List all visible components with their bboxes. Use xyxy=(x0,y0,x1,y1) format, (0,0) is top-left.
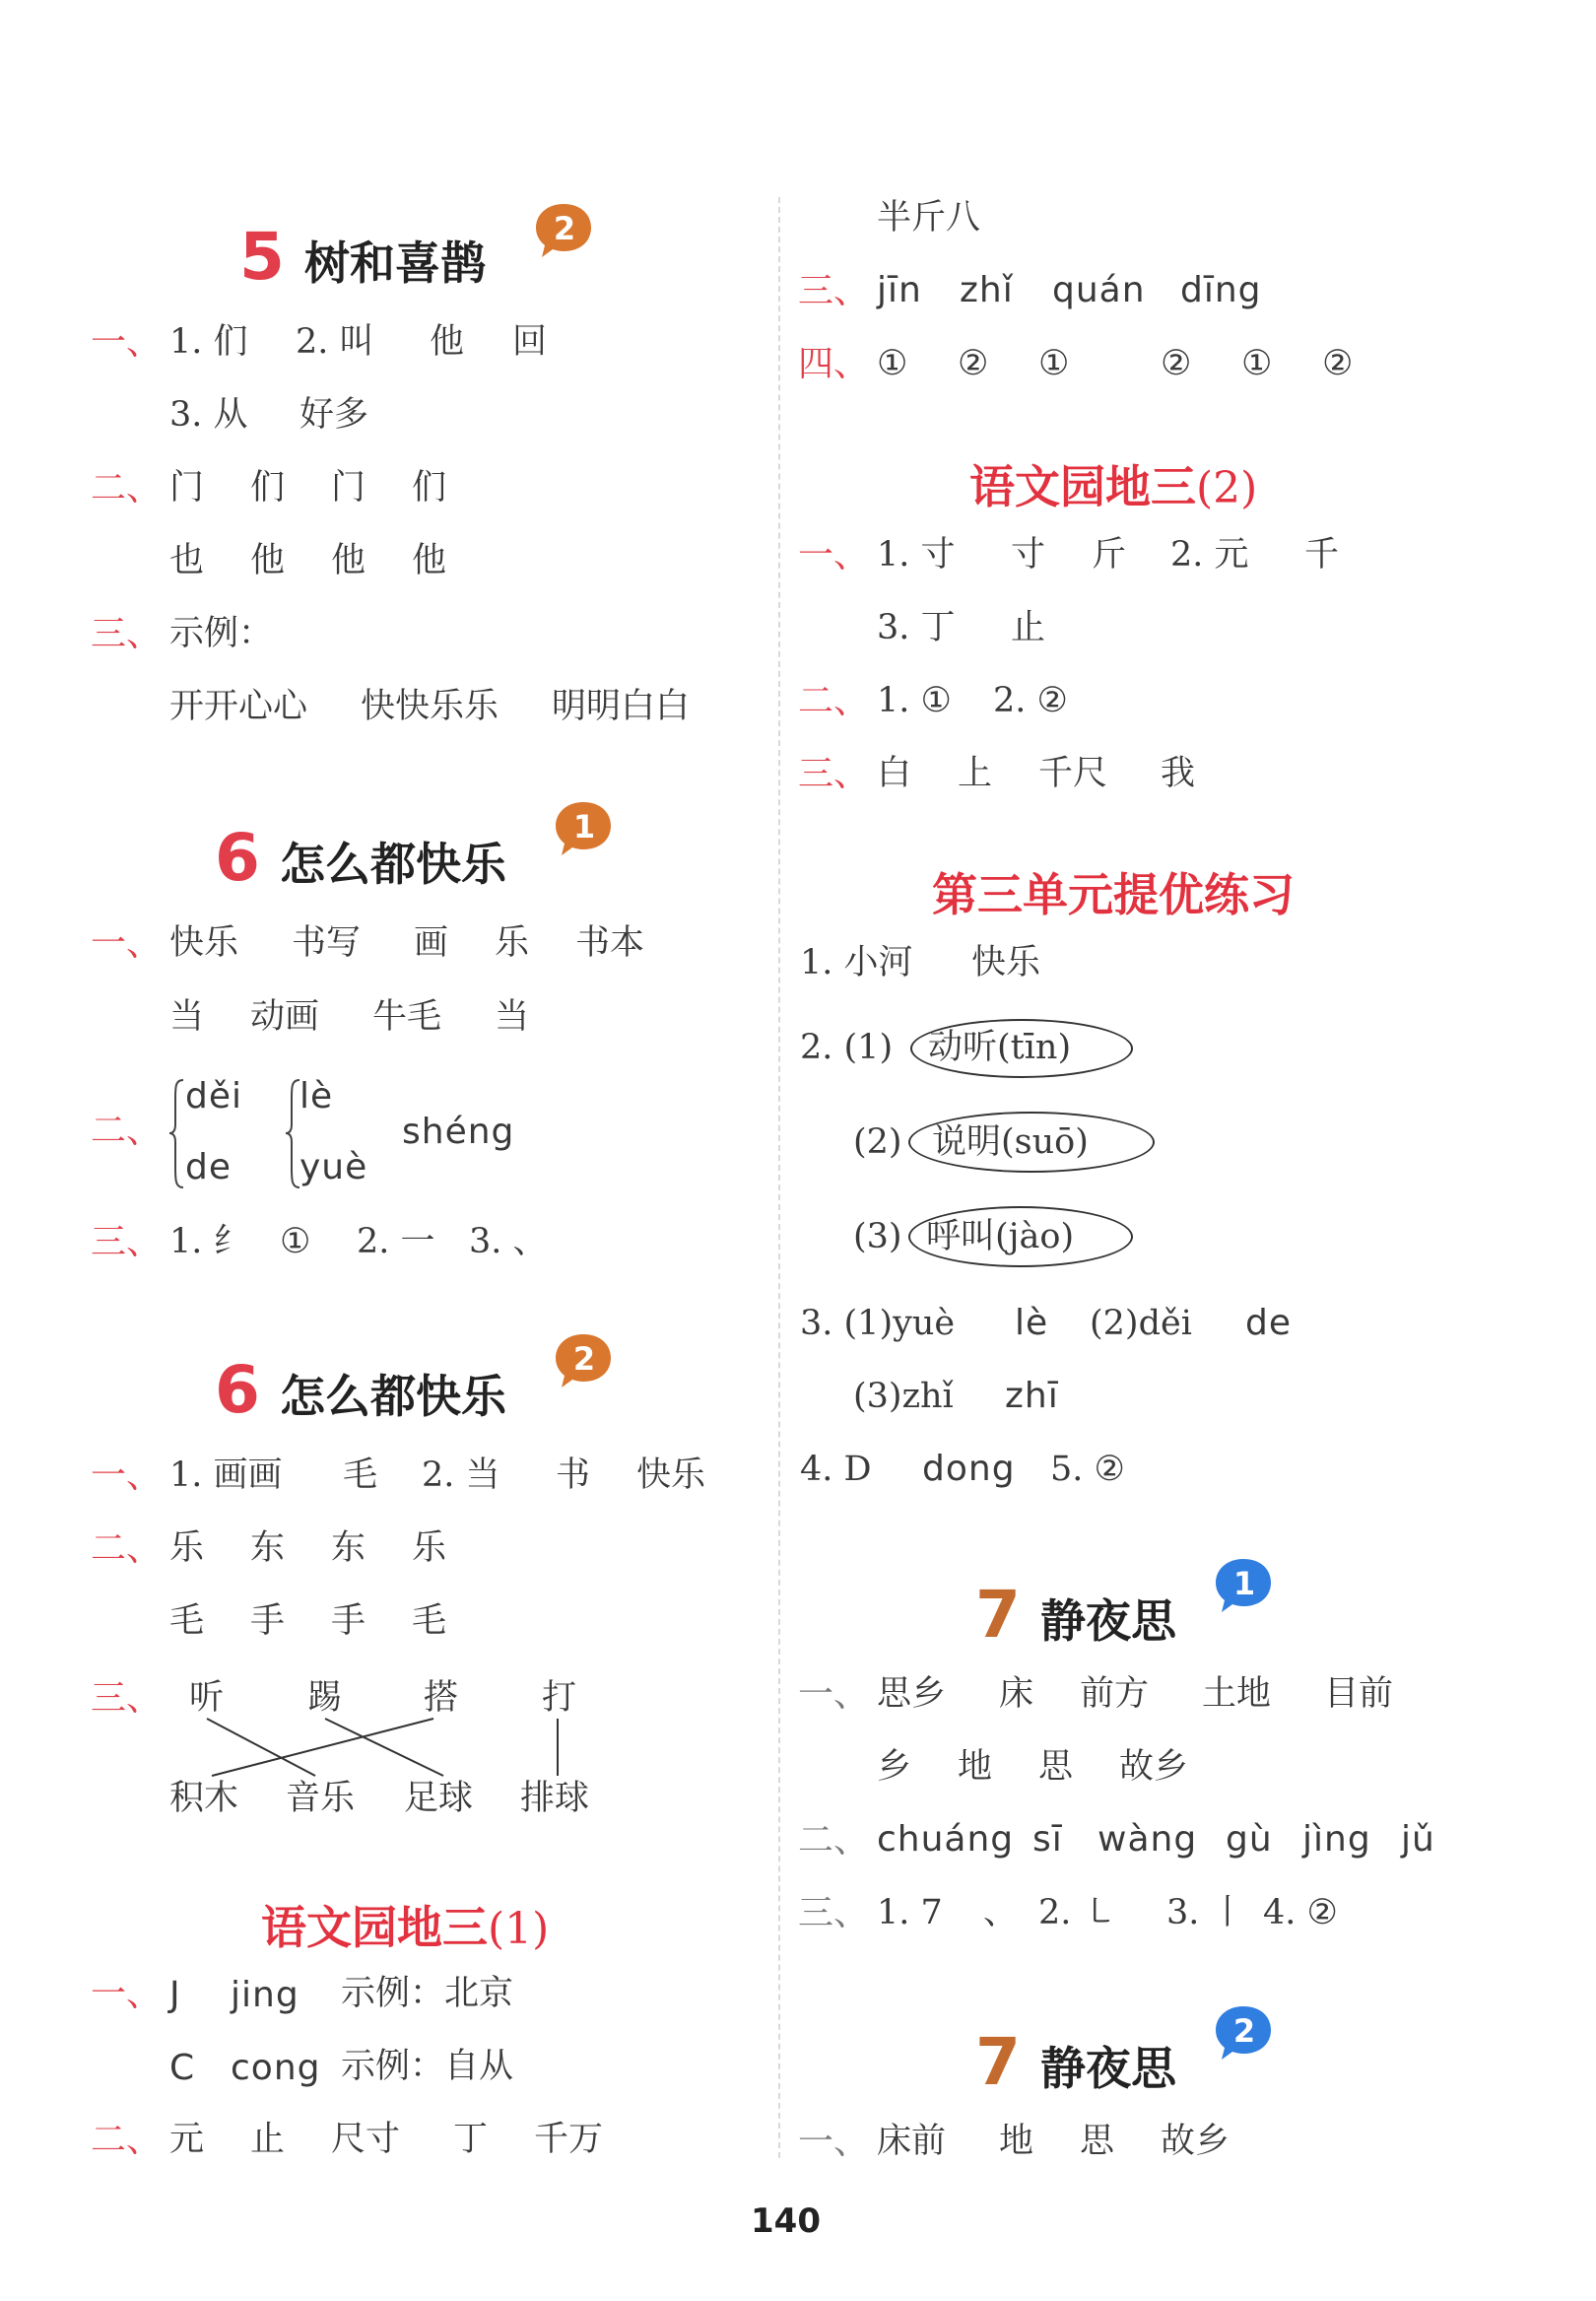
answer: 好多 xyxy=(299,395,369,435)
answer: 2. ② xyxy=(993,681,1068,720)
pinyin: jīn xyxy=(877,270,922,310)
answer: jing xyxy=(231,1975,299,2015)
badge-number: 2 xyxy=(1232,2012,1256,2050)
row-label: 二、 xyxy=(91,1111,163,1151)
answer: 思乡 xyxy=(877,1674,947,1714)
pinyin: zhǐ xyxy=(960,270,1014,310)
answer: 、 xyxy=(983,1893,1019,1932)
lesson-title: 静夜思 xyxy=(1039,2042,1176,2095)
lesson-number: 6 xyxy=(215,1352,260,1428)
answer: 当 xyxy=(169,997,205,1037)
answer: 4. ② xyxy=(1263,1893,1338,1932)
pinyin: wàng xyxy=(1097,1819,1198,1860)
answer: 止 xyxy=(250,2120,286,2159)
row-label: 一、 xyxy=(91,1974,163,2014)
matching-lines xyxy=(158,1715,601,1784)
answer: 书本 xyxy=(575,923,645,963)
answer: 目前 xyxy=(1324,1674,1394,1714)
answer: 画 xyxy=(414,923,449,963)
answer: 当 xyxy=(495,997,530,1037)
row-label: 三、 xyxy=(798,754,870,794)
answer: zhī xyxy=(1005,1376,1059,1416)
answer: 他 xyxy=(412,541,447,580)
answer: 1. 们 xyxy=(169,322,248,362)
lesson-number: 7 xyxy=(975,2024,1021,2100)
answer: 丁 xyxy=(453,2120,489,2159)
answer: 思 xyxy=(1038,1747,1074,1787)
answer: 乐 xyxy=(412,1528,447,1568)
row-label: 一、 xyxy=(91,322,163,363)
garden-title: 语文园地三 xyxy=(261,1901,488,1954)
section-title-6-2 xyxy=(215,1352,506,1428)
row-label: 三、 xyxy=(91,1678,163,1719)
answer: 我 xyxy=(1161,754,1196,793)
pinyin: jǔ xyxy=(1401,1819,1435,1860)
row-label: 三、 xyxy=(91,614,163,654)
pinyin: jìng xyxy=(1302,1819,1371,1860)
answer: ② xyxy=(958,344,989,383)
row-label: 一、 xyxy=(91,923,163,964)
lesson-title: 树和喜鹊 xyxy=(303,237,486,290)
answer: 动画 xyxy=(250,997,320,1037)
answer: 尺寸 xyxy=(331,2120,401,2159)
answer: ① xyxy=(1038,344,1070,383)
answer: 1. 纟 xyxy=(169,1222,248,1261)
answer: 止 xyxy=(1011,608,1046,647)
answer: 2. 叫 xyxy=(296,322,374,362)
page-number: 140 xyxy=(751,2201,821,2241)
row-label: 一、 xyxy=(798,1674,870,1715)
answer: 们 xyxy=(412,468,447,508)
answer: 回 xyxy=(512,322,548,362)
row-label: 三、 xyxy=(798,1893,870,1933)
match-top: 打 xyxy=(542,1678,577,1718)
answer: 手 xyxy=(331,1601,366,1641)
answer: ② xyxy=(1161,344,1192,383)
badge-orange-icon xyxy=(534,202,593,259)
row-label: 三、 xyxy=(91,1222,163,1262)
pinyin: gù xyxy=(1226,1819,1273,1860)
answer: 毛 xyxy=(169,1601,205,1641)
pinyin: dīng xyxy=(1180,270,1262,310)
answer: 前方 xyxy=(1080,1674,1150,1714)
badge-number: 2 xyxy=(553,210,576,247)
lesson-title: 怎么都快乐 xyxy=(279,1370,506,1423)
answer: 土地 xyxy=(1202,1674,1272,1714)
sub-label: (3) xyxy=(853,1217,902,1256)
answer: 1. 寸 xyxy=(877,535,956,575)
answer: 手 xyxy=(250,1601,286,1641)
pinyin: yuè xyxy=(299,1147,368,1187)
answer: 也 xyxy=(169,541,205,580)
answer: 呼叫(jào) xyxy=(926,1217,1075,1256)
answer: 示例： xyxy=(169,614,274,653)
answer: 快乐 xyxy=(636,1455,706,1495)
section-title-garden-1 xyxy=(261,1892,549,1957)
answer: 3. 丨 xyxy=(1166,1893,1245,1932)
pinyin: quán xyxy=(1052,270,1146,310)
badge-orange-icon xyxy=(554,800,613,857)
match-top: 听 xyxy=(189,1678,225,1718)
row-label: 一、 xyxy=(91,1455,163,1496)
section-title-unit-review: 第三单元提优练习 xyxy=(932,868,1295,921)
section-title-6-1 xyxy=(215,820,506,896)
answer: 千尺 xyxy=(1038,754,1108,793)
answer: 明明白白 xyxy=(552,687,691,726)
answer: 他 xyxy=(250,541,286,580)
match-bottom: 排球 xyxy=(520,1779,590,1818)
garden-part: (2) xyxy=(1196,463,1258,513)
answer: 书 xyxy=(556,1455,591,1495)
badge-number: 1 xyxy=(1232,1565,1256,1602)
answer: ① xyxy=(877,344,908,383)
answer: 说明(suō) xyxy=(932,1122,1089,1162)
answer: 乡 xyxy=(877,1747,912,1787)
answer: 毛 xyxy=(343,1455,378,1495)
row-label: 三、 xyxy=(798,271,870,311)
answer: 牛毛 xyxy=(372,997,442,1037)
answer: 他 xyxy=(430,322,465,362)
answer: 毛 xyxy=(412,1601,447,1641)
row-label: 一、 xyxy=(798,535,870,575)
answer: 示例：北京 xyxy=(341,1974,514,2013)
answer: 斤 xyxy=(1092,535,1127,575)
answer: 地 xyxy=(999,2122,1034,2161)
answer: ① xyxy=(1241,344,1273,383)
pinyin: shéng xyxy=(402,1112,515,1152)
row-label: 一、 xyxy=(798,2122,870,2162)
answer: 半斤八 xyxy=(877,198,981,237)
lesson-title: 静夜思 xyxy=(1039,1594,1176,1648)
pinyin: sī xyxy=(1032,1819,1063,1860)
answer: J xyxy=(169,1975,181,2015)
brace-icon xyxy=(167,1077,187,1190)
pinyin: lè xyxy=(299,1076,334,1117)
answer: 3. 、 xyxy=(469,1222,548,1261)
answer: 千万 xyxy=(534,2120,604,2159)
section-title-7-2 xyxy=(975,2024,1176,2100)
badge-number: 2 xyxy=(572,1340,596,1378)
answer: 2. (1) xyxy=(800,1028,894,1067)
answer: 快快乐乐 xyxy=(361,687,499,726)
answer: 门 xyxy=(331,468,366,508)
answer: ① xyxy=(280,1222,311,1261)
section-title-5 xyxy=(239,219,486,295)
answer: 上 xyxy=(958,754,993,793)
answer: cong xyxy=(231,2048,321,2088)
answer: 思 xyxy=(1080,2122,1115,2161)
answer: 快乐 xyxy=(971,943,1041,982)
answer: lè xyxy=(1015,1303,1049,1343)
answer: 乐 xyxy=(495,923,530,963)
section-title-7-1 xyxy=(975,1577,1176,1653)
answer: 故乡 xyxy=(1161,2122,1230,2161)
match-top: 踢 xyxy=(307,1678,343,1718)
answer: 开开心心 xyxy=(169,687,308,726)
answer: 东 xyxy=(331,1528,366,1568)
lesson-title: 怎么都快乐 xyxy=(279,838,506,891)
column-divider xyxy=(778,197,780,2158)
match-top: 搭 xyxy=(424,1678,459,1718)
answer: 1. 画画 xyxy=(169,1455,283,1495)
pinyin: děi xyxy=(185,1076,243,1117)
answer: de xyxy=(1245,1303,1292,1343)
badge-blue-icon xyxy=(1214,1557,1273,1614)
answer: 3. 从 xyxy=(169,395,248,435)
row-label: 二、 xyxy=(798,1820,870,1861)
badge-number: 1 xyxy=(572,808,596,846)
answer: C xyxy=(169,2048,196,2088)
answer: 动听(tīn) xyxy=(928,1028,1072,1067)
row-label: 二、 xyxy=(91,468,163,508)
answer: (2)děi xyxy=(1090,1304,1192,1343)
answer: 1. 小河 xyxy=(800,943,913,982)
answer: 2. 元 xyxy=(1170,535,1249,575)
answer: 1. ① xyxy=(877,681,952,720)
row-label: 四、 xyxy=(798,344,870,384)
answer: 元 xyxy=(169,2120,205,2159)
answer: 他 xyxy=(331,541,366,580)
section-title-garden-2 xyxy=(969,451,1257,516)
answer: 快乐 xyxy=(169,923,239,963)
match-bottom: 积木 xyxy=(169,1779,239,1818)
pinyin: de xyxy=(185,1147,232,1187)
answer: 1. 7 xyxy=(877,1893,943,1932)
answer: ② xyxy=(1322,344,1354,383)
answer: dong xyxy=(922,1449,1016,1489)
match-bottom: 足球 xyxy=(404,1779,474,1818)
answer: 千 xyxy=(1304,535,1340,575)
row-label: 二、 xyxy=(798,681,870,721)
answer: 4. D xyxy=(800,1450,872,1489)
badge-orange-icon xyxy=(554,1332,613,1389)
answer: (3)zhǐ xyxy=(853,1377,954,1416)
answer: 东 xyxy=(250,1528,286,1568)
answer: 白 xyxy=(877,754,912,793)
lesson-number: 5 xyxy=(239,219,285,295)
row-label: 二、 xyxy=(91,1528,163,1569)
row-label: 二、 xyxy=(91,2120,163,2160)
answer: 故乡 xyxy=(1119,1747,1189,1787)
lesson-number: 6 xyxy=(215,820,260,896)
garden-title: 语文园地三 xyxy=(969,460,1196,513)
answer: 床前 xyxy=(877,2122,947,2161)
answer: 3. (1)yuè xyxy=(800,1304,956,1343)
answer: 书写 xyxy=(292,923,362,963)
answer: 地 xyxy=(958,1747,993,1787)
answer: 床 xyxy=(999,1674,1034,1714)
answer: 5. ② xyxy=(1050,1450,1125,1489)
pinyin: chuáng xyxy=(877,1819,1015,1860)
answer: 2. 一 xyxy=(357,1222,435,1261)
answer: 乐 xyxy=(169,1528,205,1568)
badge-blue-icon xyxy=(1214,2004,1273,2062)
answer: 示例：自从 xyxy=(341,2047,514,2086)
answer: 门 xyxy=(169,468,205,508)
answer: 2. ㇄ xyxy=(1038,1893,1117,1932)
answer: 寸 xyxy=(1011,535,1046,575)
answer: 们 xyxy=(250,468,286,508)
sub-label: (2) xyxy=(853,1122,902,1162)
garden-part: (1) xyxy=(488,1904,550,1954)
match-bottom: 音乐 xyxy=(286,1779,356,1818)
answer: 3. 丁 xyxy=(877,608,956,647)
answer: 2. 当 xyxy=(422,1455,500,1495)
lesson-number: 7 xyxy=(975,1577,1021,1653)
